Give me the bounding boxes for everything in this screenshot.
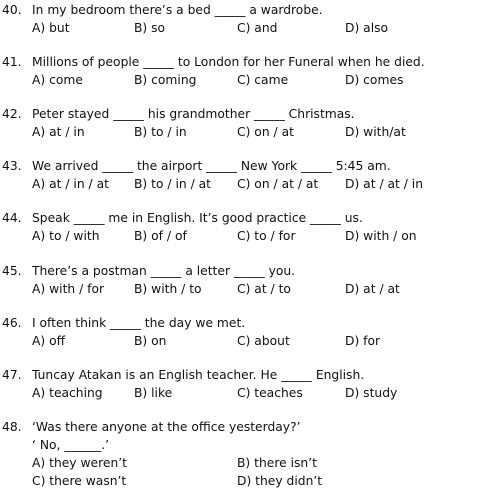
question-number: 46. <box>2 316 22 330</box>
option-d[interactable]: D) also <box>345 21 389 35</box>
option-d[interactable]: D) at / at <box>345 282 400 296</box>
question-number: 41. <box>2 55 22 69</box>
question-text: Millions of people _____ to London for her Funeral when he died. <box>32 55 425 69</box>
option-b[interactable]: B) to / in <box>134 125 187 139</box>
option-d[interactable]: D) with/at <box>345 125 406 139</box>
option-d[interactable]: D) for <box>345 334 381 348</box>
question-42 <box>0 106 503 140</box>
option-c[interactable]: C) came <box>237 73 289 87</box>
option-c[interactable]: C) and <box>237 21 278 35</box>
question-number: 43. <box>2 159 22 173</box>
option-c[interactable]: C) teaches <box>237 386 303 400</box>
question-41 <box>0 54 503 88</box>
question-number: 48. <box>2 420 22 434</box>
option-a[interactable]: A) come <box>32 73 83 87</box>
option-c[interactable]: C) about <box>237 334 290 348</box>
option-d[interactable]: D) comes <box>345 73 404 87</box>
question-text: I often think _____ the day we met. <box>32 316 246 330</box>
option-c[interactable]: C) on / at / at <box>237 177 319 191</box>
question-44 <box>0 210 503 244</box>
question-text: There’s a postman _____ a letter _____ you. <box>32 264 296 278</box>
option-a[interactable]: A) at / in / at <box>32 177 109 191</box>
option-b[interactable]: B) on <box>134 334 167 348</box>
question-40 <box>0 2 503 36</box>
question-number: 42. <box>2 107 22 121</box>
question-number: 44. <box>2 211 22 225</box>
option-d[interactable]: D) study <box>345 386 398 400</box>
option-a[interactable]: A) teaching <box>32 386 103 400</box>
option-d[interactable]: D) with / on <box>345 229 417 243</box>
option-b[interactable]: B) like <box>134 386 173 400</box>
option-b[interactable]: B) of / of <box>134 229 187 243</box>
question-45 <box>0 263 503 297</box>
option-a[interactable]: A) with / for <box>32 282 105 296</box>
option-a[interactable]: A) they weren’t <box>32 456 127 470</box>
question-47 <box>0 367 503 401</box>
question-number: 47. <box>2 368 22 382</box>
question-number: 40. <box>2 3 22 17</box>
question-text: We arrived _____ the airport _____ New York _____ 5:45 am. <box>32 159 391 173</box>
dialogue-reply: ‘ No, ______.’ <box>32 438 110 452</box>
question-43 <box>0 158 503 192</box>
question-text: Peter stayed _____ his grandmother _____ Christmas. <box>32 107 355 121</box>
question-text: Tuncay Atakan is an English teacher. He _____ English. <box>32 368 365 382</box>
option-b[interactable]: B) with / to <box>134 282 202 296</box>
option-b[interactable]: B) coming <box>134 73 197 87</box>
option-d[interactable]: D) at / at / in <box>345 177 424 191</box>
question-number: 45. <box>2 264 22 278</box>
option-c[interactable]: C) there wasn’t <box>32 474 127 488</box>
option-a[interactable]: A) but <box>32 21 70 35</box>
question-text: ‘Was there anyone at the office yesterday?’ <box>32 420 301 434</box>
question-46 <box>0 315 503 349</box>
option-a[interactable]: A) at / in <box>32 125 85 139</box>
option-b[interactable]: B) to / in / at <box>134 177 211 191</box>
question-48 <box>0 419 503 489</box>
option-c[interactable]: C) at / to <box>237 282 291 296</box>
option-b[interactable]: B) so <box>134 21 166 35</box>
option-c[interactable]: C) on / at <box>237 125 294 139</box>
question-text: Speak _____ me in English. It’s good practice _____ us. <box>32 211 363 225</box>
question-text: In my bedroom there’s a bed _____ a wardrobe. <box>32 3 323 17</box>
option-a[interactable]: A) to / with <box>32 229 100 243</box>
option-a[interactable]: A) off <box>32 334 66 348</box>
option-b[interactable]: B) there isn’t <box>237 456 317 470</box>
option-d[interactable]: D) they didn’t <box>237 474 323 488</box>
option-c[interactable]: C) to / for <box>237 229 296 243</box>
